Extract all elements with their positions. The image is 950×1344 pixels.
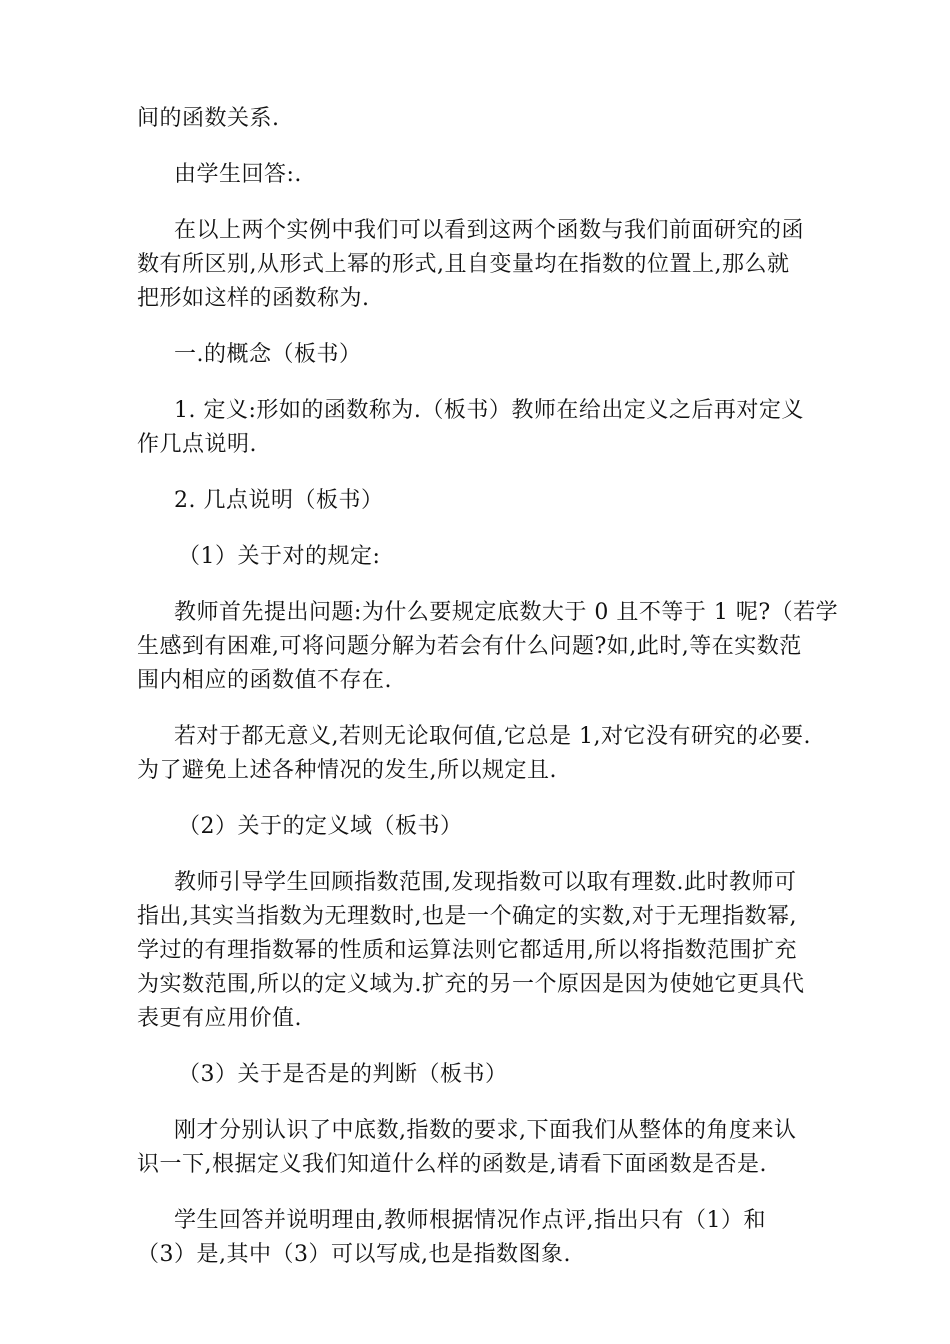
text-line: 表更有应用价值.	[137, 1006, 302, 1031]
subheading-item-2	[137, 810, 813, 844]
paragraph-definition	[137, 394, 813, 462]
text-line: 指出,其实当指数为无理数时,也是一个确定的实数,对于无理指数幂,	[137, 904, 797, 929]
text-line: 生感到有困难,可将问题分解为若会有什么问题?如,此时,等在实数范	[137, 634, 802, 659]
text-line: 数有所区别,从形式上幂的形式,且自变量均在指数的位置上,那么就	[137, 252, 790, 277]
text-line: 学过的有理指数幂的性质和运算法则它都适用,所以将指数范围扩充	[137, 938, 797, 963]
text-line: 识一下,根据定义我们知道什么样的函数是,请看下面函数是否是.	[137, 1152, 767, 1177]
text-line: 作几点说明.	[137, 432, 257, 457]
text-line: （3）是,其中（3）可以写成,也是指数图象.	[137, 1242, 571, 1267]
paragraph-base-rule	[137, 720, 813, 788]
section-heading-concept	[137, 338, 813, 372]
paragraph-judgement	[137, 1114, 813, 1182]
text-line: （3）关于是否是的判断（板书）	[178, 1062, 508, 1087]
text-line: 为了避免上述各种情况的发生,所以规定且.	[137, 758, 557, 783]
paragraph-student-answer	[137, 158, 813, 192]
paragraph-student-reply	[137, 1204, 813, 1272]
text-line: 教师首先提出问题:为什么要规定底数大于 0 且不等于 1 呢?（若学	[174, 600, 839, 625]
text-line: 间的函数关系.	[137, 106, 280, 131]
text-line: 一.的概念（板书）	[174, 342, 362, 367]
text-line: （1）关于对的规定:	[178, 544, 381, 569]
text-line: 由学生回答:.	[174, 162, 302, 187]
text-line: 学生回答并说明理由,教师根据情况作点评,指出只有（1）和	[174, 1208, 766, 1233]
text-line: 1. 定义:形如的函数称为.（板书）教师在给出定义之后再对定义	[174, 398, 804, 423]
text-line: （2）关于的定义域（板书）	[178, 814, 463, 839]
text-line: 把形如这样的函数称为.	[137, 286, 370, 311]
text-line: 若对于都无意义,若则无论取何值,它总是 1,对它没有研究的必要.	[174, 724, 811, 749]
paragraph-domain	[137, 866, 813, 1036]
text-line: 为实数范围,所以的定义域为.扩充的另一个原因是因为使她它更具代	[137, 972, 805, 997]
text-line: 刚才分别认识了中底数,指数的要求,下面我们从整体的角度来认	[174, 1118, 797, 1143]
paragraph-base-question	[137, 596, 839, 698]
text-line: 围内相应的函数值不存在.	[137, 668, 392, 693]
subheading-item-3	[137, 1058, 813, 1092]
text-line: 教师引导学生回顾指数范围,发现指数可以取有理数.此时教师可	[174, 870, 797, 895]
paragraph-intro	[137, 214, 813, 316]
subheading-item-1	[137, 540, 813, 574]
text-line: 在以上两个实例中我们可以看到这两个函数与我们前面研究的函	[174, 218, 805, 243]
document-body	[137, 102, 839, 1294]
paragraph-continuation	[137, 102, 813, 136]
subheading-notes	[137, 484, 813, 518]
text-line: 2. 几点说明（板书）	[174, 488, 384, 513]
